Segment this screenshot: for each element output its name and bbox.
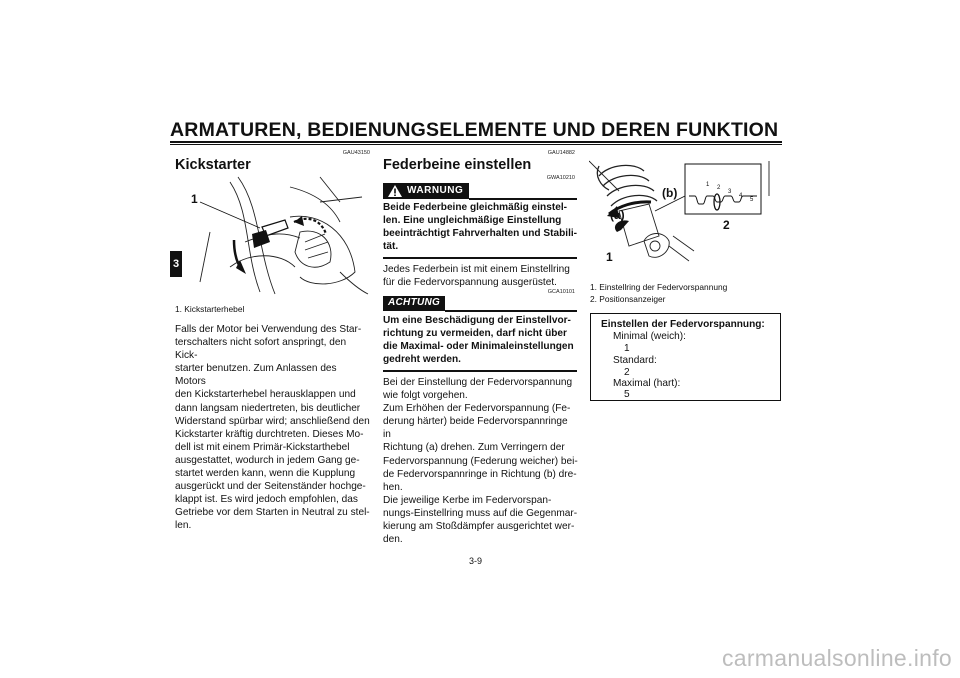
warning-text: Beide Federbeine gleichmäßig einstel- len. Eine ungleichmäßige Einstellung beeinträchtigt Fahrverhalten und Stabili- tät.: [383, 202, 578, 253]
figure-callout-1: 1: [191, 192, 198, 206]
figure-captions: 1. Einstellring der Federvorspannung 2. Positionsanzeiger: [590, 282, 728, 304]
figure-callout-2: 2: [723, 218, 730, 232]
label-direction-a: (a): [610, 208, 625, 222]
watermark: carmanualsonline.info: [721, 645, 952, 671]
figure-callout-1: 1: [606, 250, 613, 264]
caution-code: GCA10101: [547, 289, 575, 295]
settings-std-value: 2: [624, 367, 630, 378]
section-heading-kickstarter: Kickstarter: [175, 157, 251, 173]
page-title: ARMATUREN, BEDIENUNGSELEMENTE UND DEREN FUNKTION: [170, 119, 779, 141]
intro-paragraph: Jedes Federbein ist mit einem Einstellring für die Federvorspannung ausgerüstet.: [383, 264, 570, 289]
figure-caption-kickstarter: 1. Kickstarterhebel: [175, 304, 245, 314]
settings-box: [590, 313, 781, 401]
notch-number-1: 1: [706, 182, 710, 188]
page-number: 3-9: [469, 556, 483, 566]
caution-rule: [445, 310, 577, 312]
section-code: GAU43150: [342, 150, 370, 156]
title-rule: [170, 141, 782, 143]
settings-min-label: Minimal (weich):: [613, 331, 686, 342]
section-code: GAU14882: [547, 150, 575, 156]
settings-max-value: 5: [624, 389, 630, 400]
notch-number-2: 2: [717, 185, 721, 191]
kickstarter-figure: [190, 172, 370, 296]
caution-end-rule: [383, 370, 577, 372]
warning-rule: [469, 198, 577, 200]
caution-text: Um eine Beschädigung der Einstellvor- richtung zu vermeiden, darf nicht über die Maximal- oder Minimaleinstellungen gedreht werden.: [383, 315, 574, 366]
warning-label-box: [383, 183, 469, 199]
label-direction-b: (b): [662, 186, 678, 200]
warning-triangle-icon: [387, 184, 403, 198]
warning-end-rule: [383, 257, 577, 259]
section-heading-federbeine: Federbeine einstellen: [383, 157, 532, 173]
notch-number-4: 4: [739, 193, 743, 199]
procedure-paragraph: Bei der Einstellung der Federvorspannung wie folgt vorgehen. Zum Erhöhen der Federvorspannung (Fe- derung härter) beide Federvorspannringe in Richtung (a) drehen. Zum Verringern der Federvorspannung (Federung weicher) bei- de Federvorspannringe in Richtung (b) dre- hen. Die jeweilige Kerbe im Federvorspan- nungs-Einstellring muss auf die Gegenmar- kierung am Stoßdämpfer ausgerichtet wer- den.: [383, 377, 578, 546]
notch-number-3: 3: [728, 189, 732, 195]
caution-label-box: [383, 296, 445, 311]
kickstarter-paragraph: Falls der Motor bei Verwendung des Star- terschalters nicht sofort anspringt, den Kick- starter benutzen. Zum Anlassen des Motors den Kickstarterhebel herausklappen und dann langsam niedertreten, bis deutlicher Widerstand spürbar wird; anschließend den Kickstarter kräftig durchtreten. Dieses Mo- dell ist mit einem Primär-Kickstarthebel ausgestattet, wodurch in jedem Gang ge- startet werden kann, wenn die Kupplung ausgerückt und der Seitenständer hochge- klappt ist. Es wird jedoch empfohlen, das Getriebe vor dem Starten in Neutral zu stel- len.: [175, 324, 370, 532]
settings-std-label: Standard:: [613, 355, 657, 366]
settings-title: Einstellen der Federvorspannung:: [601, 319, 765, 330]
caution-label: ACHTUNG: [388, 297, 441, 308]
chapter-tab: 3: [170, 251, 182, 277]
title-rule-thin: [170, 144, 782, 145]
settings-max-label: Maximal (hart):: [613, 378, 681, 389]
notch-number-5: 5: [750, 197, 754, 203]
settings-min-value: 1: [624, 343, 630, 354]
warning-code: GWA10210: [546, 175, 575, 181]
warning-label: WARNUNG: [407, 185, 464, 196]
